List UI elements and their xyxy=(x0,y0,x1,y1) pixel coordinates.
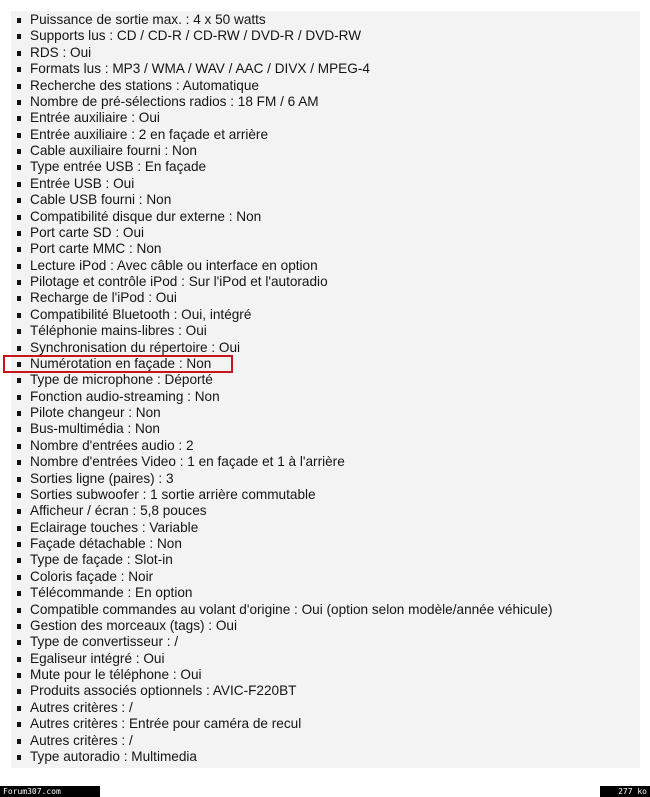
footer-site-label: Forum307.com xyxy=(0,786,100,797)
spec-item xyxy=(0,536,650,552)
spec-item xyxy=(0,651,650,667)
bullet-icon xyxy=(17,706,21,711)
spec-item xyxy=(0,421,650,437)
bullet-icon xyxy=(17,542,21,547)
bullet-icon xyxy=(17,264,21,269)
spec-text: Lecture iPod : Avec câble ou interface en option xyxy=(30,257,318,273)
bullet-icon xyxy=(17,689,21,694)
bullet-icon xyxy=(17,657,21,662)
bullet-icon xyxy=(17,116,21,121)
spec-text: Nombre d'entrées Video : 1 en façade et 1 à l'arrière xyxy=(30,454,345,470)
spec-item xyxy=(0,323,650,339)
spec-text: Recherche des stations : Automatique xyxy=(30,77,259,93)
bullet-icon xyxy=(17,608,21,613)
bullet-icon xyxy=(17,509,21,514)
spec-item xyxy=(0,110,650,126)
bullet-icon xyxy=(17,722,21,727)
bullet-icon xyxy=(17,84,21,89)
spec-text: Pilotage et contrôle iPod : Sur l'iPod et l'autoradio xyxy=(30,274,328,289)
bullet-icon xyxy=(17,51,21,56)
spec-text: Bus-multimédia : Non xyxy=(30,421,160,437)
spec-item xyxy=(0,520,650,536)
spec-item xyxy=(0,225,650,241)
bullet-icon xyxy=(17,18,21,23)
bullet-icon xyxy=(17,280,21,285)
spec-item xyxy=(0,454,650,470)
bullet-icon xyxy=(17,182,21,187)
spec-text: Autres critères : Entrée pour caméra de recul xyxy=(30,716,302,732)
spec-text: Type autoradio : Multimedia xyxy=(30,748,197,764)
bullet-icon xyxy=(17,575,21,580)
spec-item xyxy=(0,405,650,421)
spec-item xyxy=(0,471,650,487)
spec-item xyxy=(0,12,650,28)
spec-text: Synchronisation du répertoire : Oui xyxy=(30,339,241,355)
spec-text: Afficheur / écran : 5,8 pouces xyxy=(30,503,207,519)
spec-text: Autres critères : / xyxy=(30,699,133,715)
bullet-icon xyxy=(17,493,21,498)
spec-item xyxy=(0,733,650,749)
spec-item xyxy=(0,552,650,568)
spec-item xyxy=(0,274,650,290)
spec-text: Compatible commandes au volant d'origine : Oui (option selon modèle/année véhicule) xyxy=(30,601,553,617)
spec-text: Produits associés optionnels : AVIC-F220BT xyxy=(30,683,297,699)
spec-item xyxy=(0,192,650,208)
spec-text: Compatibilité Bluetooth : Oui, intégré xyxy=(30,306,252,322)
spec-text: Type de façade : Slot-in xyxy=(30,552,173,568)
bullet-icon xyxy=(17,444,21,449)
spec-text: Entrée USB : Oui xyxy=(30,175,135,191)
bullet-icon xyxy=(17,67,21,72)
bullet-icon xyxy=(17,591,21,596)
bullet-icon xyxy=(17,558,21,563)
spec-text: Téléphonie mains-libres : Oui xyxy=(30,323,207,339)
bullet-icon xyxy=(17,215,21,220)
spec-text: Gestion des morceaux (tags) : Oui xyxy=(30,617,238,633)
bullet-icon xyxy=(17,296,21,301)
spec-item xyxy=(0,340,650,356)
spec-item xyxy=(0,667,650,683)
spec-item xyxy=(0,290,650,306)
footer-size-label: 277 ko xyxy=(600,786,650,797)
bullet-icon xyxy=(17,100,21,105)
spec-text: Type de microphone : Déporté xyxy=(30,372,213,388)
spec-text: Cable auxiliaire fourni : Non xyxy=(30,143,197,158)
spec-item xyxy=(0,45,650,61)
spec-text: Autres critères : / xyxy=(30,732,133,748)
bullet-icon xyxy=(17,346,21,351)
spec-text: Façade détachable : Non xyxy=(30,536,182,551)
spec-item xyxy=(0,487,650,503)
bullet-icon xyxy=(17,395,21,400)
spec-item xyxy=(0,683,650,699)
spec-item xyxy=(0,503,650,519)
spec-item xyxy=(0,143,650,159)
spec-item xyxy=(0,389,650,405)
spec-item xyxy=(0,634,650,650)
spec-text: Nombre d'entrées audio : 2 xyxy=(30,437,194,453)
bullet-icon xyxy=(17,526,21,531)
spec-item xyxy=(0,700,650,716)
spec-item xyxy=(0,716,650,732)
spec-text: Egaliseur intégré : Oui xyxy=(30,650,165,666)
spec-text: Port carte MMC : Non xyxy=(30,241,162,257)
spec-item xyxy=(0,585,650,601)
bullet-icon xyxy=(17,133,21,138)
spec-item xyxy=(0,61,650,77)
bullet-icon xyxy=(17,755,21,760)
spec-item xyxy=(0,258,650,274)
spec-list xyxy=(0,12,650,765)
spec-text: Type de convertisseur : / xyxy=(30,634,179,650)
spec-item xyxy=(0,749,650,765)
spec-text: Recharge de l'iPod : Oui xyxy=(30,290,177,306)
bullet-icon xyxy=(17,198,21,203)
bullet-icon xyxy=(17,624,21,629)
spec-text: Port carte SD : Oui xyxy=(30,224,145,240)
bullet-icon xyxy=(17,640,21,645)
bullet-icon xyxy=(17,378,21,383)
spec-text: Puissance de sortie max. : 4 x 50 watts xyxy=(30,12,266,27)
spec-text: Nombre de pré-sélections radios : 18 FM / 6 AM xyxy=(30,93,319,109)
highlight-box xyxy=(3,355,233,373)
bullet-icon xyxy=(17,149,21,154)
spec-text: Entrée auxiliaire : Oui xyxy=(30,110,160,126)
spec-text: Compatibilité disque dur externe : Non xyxy=(30,208,262,224)
bullet-icon xyxy=(17,460,21,465)
spec-item xyxy=(0,569,650,585)
spec-item xyxy=(0,602,650,618)
spec-item xyxy=(0,307,650,323)
bullet-icon xyxy=(17,739,21,744)
bullet-icon xyxy=(17,34,21,39)
bullet-icon xyxy=(17,329,21,334)
spec-text: Type entrée USB : En façade xyxy=(30,159,207,175)
spec-item xyxy=(0,372,650,388)
spec-item xyxy=(0,241,650,257)
spec-text: Télécommande : En option xyxy=(30,585,193,601)
spec-item xyxy=(0,209,650,225)
spec-text: Numérotation en façade : Non xyxy=(30,355,212,371)
bullet-icon xyxy=(17,411,21,416)
spec-item xyxy=(0,94,650,110)
bullet-icon xyxy=(17,427,21,432)
spec-text: Supports lus : CD / CD-R / CD-RW / DVD-R / DVD-RW xyxy=(30,28,362,44)
spec-text: Sorties subwoofer : 1 sortie arrière commutable xyxy=(30,486,316,502)
spec-text: Pilote changeur : Non xyxy=(30,405,161,420)
spec-item xyxy=(0,127,650,143)
spec-item xyxy=(0,618,650,634)
spec-text: Eclairage touches : Variable xyxy=(30,519,199,535)
bullet-icon xyxy=(17,165,21,170)
bullet-icon xyxy=(17,231,21,236)
spec-text: Mute pour le téléphone : Oui xyxy=(30,667,202,682)
spec-item xyxy=(0,176,650,192)
bullet-icon xyxy=(17,247,21,252)
bullet-icon xyxy=(17,673,21,678)
spec-item xyxy=(0,159,650,175)
spec-text: Coloris façade : Noir xyxy=(30,568,154,584)
spec-text: RDS : Oui xyxy=(30,44,92,60)
spec-item xyxy=(0,78,650,94)
spec-item xyxy=(0,28,650,44)
spec-text: Sorties ligne (paires) : 3 xyxy=(30,470,174,486)
bullet-icon xyxy=(17,477,21,482)
spec-text: Cable USB fourni : Non xyxy=(30,192,172,208)
spec-text: Formats lus : MP3 / WMA / WAV / AAC / DIVX / MPEG-4 xyxy=(30,61,370,77)
bullet-icon xyxy=(17,313,21,318)
spec-item xyxy=(0,438,650,454)
spec-text: Fonction audio-streaming : Non xyxy=(30,388,220,404)
spec-text: Entrée auxiliaire : 2 en façade et arrière xyxy=(30,126,269,142)
